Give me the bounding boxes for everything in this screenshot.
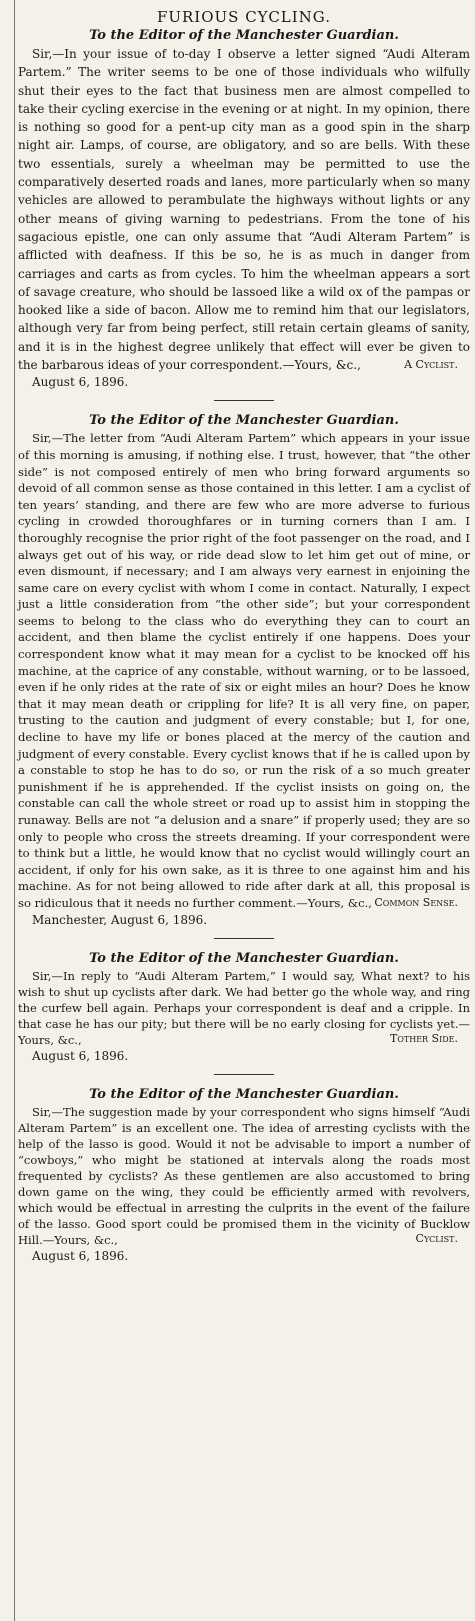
letter-signature: Common Sense.: [374, 895, 458, 909]
letter-body: Sir,—In reply to “Audi Alteram Partem,” I would say, What next? to his wish to shut up cyclists after dark. We had better go the whole way, and ring the curfew bell again. Perhaps your correspondent is deaf and a cripple. In that case he has our pity; but there will be no early closing for cyclists yet.—Yours, &c.,: [18, 968, 470, 1047]
letter-date: Manchester, August 6, 1896.: [32, 912, 208, 927]
letter-body: Sir,—The suggestion made by your correspondent who signs himself “Audi Alteram Partem” is an excellent one. The idea of arresting cyclists with the help of the lasso is good. Would it not be advisable to import a number of “cowboys,” who might be stationed at intervals along the roads most frequented by cyclists? As these gentlemen are also accustomed to bring down game on the wing, they could be efficiently armed with revolvers, which would be effectual in arresting the culprits in the event of the failure of the lasso. Good sport could be promised them in the vicinity of Bucklow Hill.—Yours, &c.,: [18, 1104, 470, 1247]
newspaper-column: [18, 6, 470, 1266]
letter-signature: A Cyclist.: [404, 358, 458, 372]
headline: FURIOUS CYCLING.: [156, 8, 332, 26]
separator-rule: [214, 400, 274, 401]
letter-heading: To the Editor of the Manchester Guardian.: [89, 28, 399, 43]
letter-3: [18, 951, 470, 1064]
letter-heading: To the Editor of the Manchester Guardian.: [89, 950, 399, 966]
letter-4: [18, 1087, 470, 1264]
letter-1: [18, 28, 470, 390]
letter-body: Sir,—In your issue of to-day I observe a letter signed “Audi Alteram Partem.” The writer seems to be one of those individuals who wilfully shut their eyes to the fact that business men are almost compelled to take their cycling exercise in the evening or at night. In my opinion, there is nothing so good for a pent-up city man as a good spin in the sharp night air. Lamps, of course, are obligatory, and so are bells. With these two essentials, surely a wheelman may be permitted to use the comparatively deserted roads and lanes, more particularly when so many vehicles are allowed to perambulate the highways without lights or any other means of giving warning to pedestrians. From the tone of his sagacious epistle, one can only assume that “Audi Alteram Partem” is afflicted with deafness. If this be so, he is as much in danger from carriages and carts as from cycles. To him the wheelman appears a sort of savage creature, who should be lassoed like a wild ox of the pampas or hooked like a side of bacon. Allow me to remind him that our legislators, although very far from being perfect, still retain certain gleams of sanity, and it is in the highest degree unlikely that effect will ever be given to the barbarous ideas of your correspondent.—Yours, &c.,: [18, 47, 470, 373]
letter-signature: Tother Side.: [389, 1031, 458, 1045]
letter-heading: To the Editor of the Manchester Guardian.: [89, 413, 399, 429]
letter-body: Sir,—The letter from “Audi Alteram Partem” which appears in your issue of this morning is amusing, if nothing else. I trust, however, that “the other side” is not composed entirely of men who bring forward arguments so devoid of all common sense as those contained in this letter. I am a cyclist of ten years’ standing, and there are few who are more adverse to furious cycling in crowded thoroughfares or in turning corners than I am. I thoroughly recognise the prior right of the foot passenger on the road, and I always get out of his way, or ride dead slow to let him get out of mine, or even dismount, if necessary; and I am always very earnest in enjoining the same care on every cyclist with whom I come in contact. Naturally, I expect just a little consideration from “the other side”; but your correspondent seems to belong to the class who do everything they can to court an accident, and then blame the cyclist entirely if one happens. Does your correspondent know what it may mean for a cyclist to be knocked off his machine, at the caprice of any constable, without warning, or to be lassoed, even if he only rides at the rate of six or eight miles an hour? Does he know that it may mean death or crippling for life? It is all very fine, on paper, trusting to the caution and judgment of every constable; but I, for one, decline to have my life or bones placed at the mercy of the caution and judgment of every constable. Every cyclist knows that if he is called upon by a constable to stop he has to do so, or run the risk of a so much greater punishment if he is apprehended. If the cyclist insists on going on, the constable can call the whole street or road up to assist him in stopping the runaway. Bells are not “a delusion and a snare” if properly used; they are so only to people who cross the streets dreaming. If your correspondent were to think but a little, he would know that no cyclist would willingly court an accident, if only for his own sake, as it is three to one against him and his machine. As for not being allowed to ride after dark at all, this proposal is so ridiculous that it needs no further comment.—Yours, &c.,: [18, 431, 470, 910]
letter-2: [18, 413, 470, 927]
letter-date: August 6, 1896.: [32, 1048, 129, 1063]
letter-date: August 6, 1896.: [32, 1248, 129, 1263]
separator-rule: [214, 1074, 274, 1075]
separator-rule: [214, 938, 274, 939]
letter-heading: To the Editor of the Manchester Guardian.: [89, 1086, 399, 1102]
column-rule: [0, 0, 15, 1621]
letter-date: August 6, 1896.: [32, 375, 129, 390]
letter-signature: Cyclist.: [415, 1231, 458, 1245]
